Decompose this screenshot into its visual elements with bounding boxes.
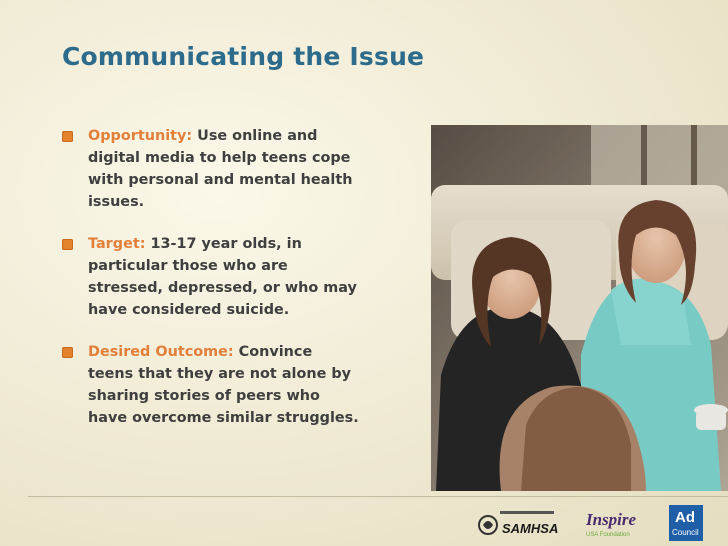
bullet-opportunity bbox=[62, 125, 362, 213]
bullet-square-icon bbox=[62, 131, 73, 142]
samhsa-logo-text: SAMHSA bbox=[502, 521, 558, 536]
bullet-text bbox=[88, 125, 362, 213]
footer-divider bbox=[28, 496, 728, 497]
samhsa-logo bbox=[476, 505, 558, 541]
bullet-text bbox=[88, 233, 362, 321]
bullet-square-icon bbox=[62, 239, 73, 250]
bullet-desired-outcome bbox=[62, 341, 362, 429]
ad-council-logo bbox=[669, 505, 703, 541]
teens-photo-illustration bbox=[431, 125, 728, 491]
inspire-logo bbox=[584, 505, 644, 541]
bullet-list bbox=[62, 125, 362, 449]
teens-photo bbox=[431, 125, 728, 491]
page-title: Communicating the Issue bbox=[62, 42, 425, 71]
bullet-body: Use online and digital media to help teens cope with personal and mental health issues. bbox=[88, 128, 353, 210]
bullet-text bbox=[88, 341, 362, 429]
bullet-square-icon bbox=[62, 347, 73, 358]
bullet-body: 13-17 year olds, in particular those who are stressed, depressed, or who may have considered suicide. bbox=[88, 236, 357, 318]
ad-council-logo-text-top: Ad bbox=[675, 509, 695, 526]
bullet-label: Target: bbox=[88, 236, 146, 252]
bullet-body: Convince teens that they are not alone by sharing stories of peers who have overcome similar struggles. bbox=[88, 344, 359, 426]
bullet-label: Opportunity: bbox=[88, 128, 193, 144]
bullet-target bbox=[62, 233, 362, 321]
ad-council-logo-text-bottom: Council bbox=[672, 528, 699, 537]
bullet-label: Desired Outcome: bbox=[88, 344, 234, 360]
inspire-logo-subtext: USA Foundation bbox=[586, 532, 630, 538]
inspire-logo-text: Inspire bbox=[586, 510, 637, 529]
sponsor-logos bbox=[476, 505, 728, 541]
